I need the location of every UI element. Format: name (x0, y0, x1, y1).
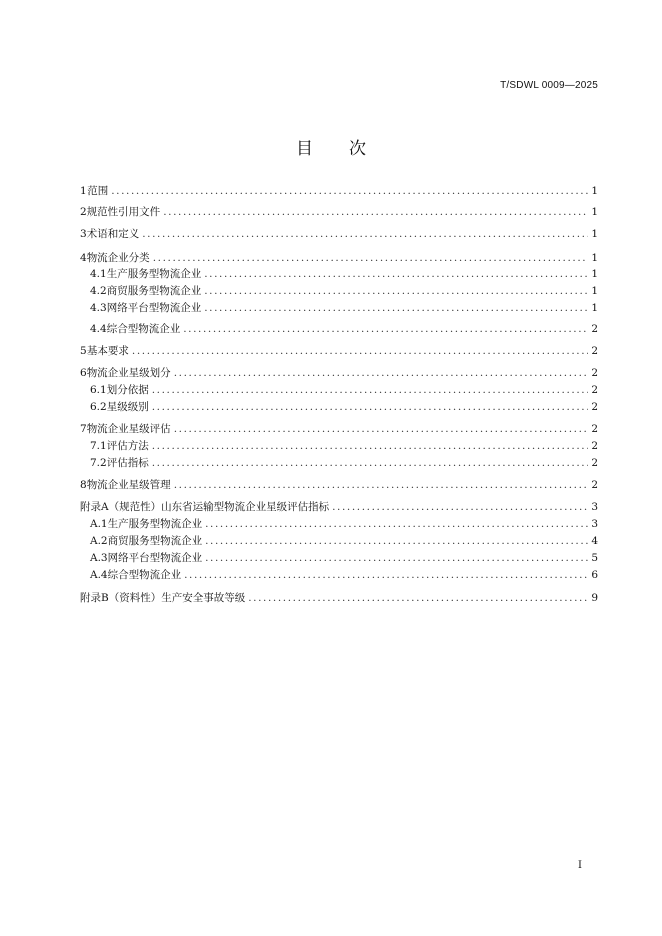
toc-entry-number: A.2 (90, 535, 108, 547)
toc-entry-label: 综合型物流企业 (107, 569, 182, 581)
toc-entry-page: 2 (591, 479, 598, 491)
toc-entry[interactable] (90, 382, 598, 398)
toc-entry-label: 综合型物流企业 (106, 323, 181, 335)
toc-entry-label: 评估方法 (106, 440, 149, 452)
toc-entry-page: 3 (591, 501, 598, 513)
toc-entry-page: 1 (591, 268, 598, 280)
toc-entry-label: 物流企业星级评估 (86, 423, 171, 435)
toc-leader-dots (132, 345, 588, 357)
toc-entry[interactable] (80, 183, 598, 199)
toc-entry-number: 4.1 (90, 268, 107, 280)
toc-leader-dots (183, 323, 588, 335)
toc-entry[interactable] (90, 516, 598, 532)
toc-entry-page: 2 (591, 401, 598, 413)
toc-leader-dots (153, 252, 589, 264)
toc-entry-number: 2 (80, 206, 87, 218)
toc-title: 目次 (296, 139, 402, 159)
footer-page-number: I (578, 860, 582, 871)
toc-entry-page: 2 (591, 457, 598, 469)
toc-entry-label: 基本要求 (86, 345, 129, 357)
toc-entry-page: 1 (591, 206, 598, 218)
toc-leader-dots (205, 518, 588, 530)
toc-entry-page: 2 (591, 440, 598, 452)
toc-leader-dots (205, 552, 588, 564)
toc-leader-dots (332, 501, 588, 513)
toc-entry-label: 规范性引用文件 (86, 206, 161, 218)
toc-entry-number: 6.1 (90, 384, 107, 396)
toc-leader-dots (174, 479, 589, 491)
toc-entry-label: 商贸服务型物流企业 (107, 535, 203, 547)
toc-entry-page: 4 (591, 535, 598, 547)
toc-leader-dots (163, 206, 588, 218)
toc-entry-page: 1 (591, 228, 598, 240)
toc-entry-page: 6 (591, 569, 598, 581)
toc-entry-number: 8 (80, 479, 87, 491)
toc-entry-label: 范围 (87, 185, 109, 197)
toc-entry[interactable] (80, 421, 598, 437)
toc-entry-number: 附录B（资料性） (80, 592, 162, 604)
toc-entry[interactable] (90, 533, 598, 549)
toc-leader-dots (204, 268, 588, 280)
toc-leader-dots (174, 367, 589, 379)
toc-leader-dots (152, 440, 589, 452)
toc-entry-label: 评估指标 (106, 457, 149, 469)
toc-entry-number: A.1 (90, 518, 108, 530)
toc-entry[interactable] (90, 438, 598, 454)
toc-entry[interactable] (80, 204, 598, 220)
toc-entry[interactable] (80, 365, 598, 381)
toc-entry[interactable] (90, 567, 598, 583)
toc-entry[interactable] (90, 283, 598, 299)
toc-entry-number: 1 (80, 185, 87, 197)
toc-leader-dots (142, 228, 588, 240)
toc-entry-number: 7 (80, 423, 87, 435)
toc-leader-dots (152, 401, 589, 413)
toc-leader-dots (174, 423, 589, 435)
toc-entry-page: 1 (591, 252, 598, 264)
toc-entry[interactable] (90, 300, 598, 316)
toc-entry-number: 4.4 (90, 323, 107, 335)
toc-entry-number: 6.2 (90, 401, 107, 413)
toc-entry-label: 划分依据 (106, 384, 149, 396)
toc-entry[interactable] (90, 266, 598, 282)
toc-entry-page: 2 (591, 367, 598, 379)
toc-entry-page: 1 (591, 302, 598, 314)
toc-entry[interactable] (80, 590, 598, 606)
toc-entry-label: 网络平台型物流企业 (106, 302, 202, 314)
toc-leader-dots (204, 285, 588, 297)
toc-entry[interactable] (90, 455, 598, 471)
toc-leader-dots (205, 535, 588, 547)
toc-entry-label: 生产服务型物流企业 (107, 518, 203, 530)
toc-entry-page: 3 (591, 518, 598, 530)
toc-entry-page: 2 (591, 345, 598, 357)
toc-entry-label: 网络平台型物流企业 (107, 552, 203, 564)
toc-entry[interactable] (90, 550, 598, 566)
toc-entry-number: 7.2 (90, 457, 107, 469)
toc-entry-page: 1 (591, 285, 598, 297)
toc-entry-label: 物流企业星级管理 (86, 479, 171, 491)
toc-entry[interactable] (80, 477, 598, 493)
toc-leader-dots (152, 384, 589, 396)
toc-leader-dots (248, 592, 588, 604)
toc-entry[interactable] (80, 250, 598, 266)
toc-entry-page: 5 (591, 552, 598, 564)
toc-entry-number: 5 (80, 345, 87, 357)
toc-entry-number: 附录A（规范性） (80, 501, 162, 513)
toc-entry-number: 3 (80, 228, 87, 240)
document-code: T/SDWL 0009—2025 (500, 80, 598, 91)
toc-entry-number: 6 (80, 367, 87, 379)
toc-entry-page: 2 (591, 423, 598, 435)
toc-entry-label: 商贸服务型物流企业 (106, 285, 202, 297)
toc-entry-number: A.3 (90, 552, 108, 564)
toc-leader-dots (184, 569, 588, 581)
toc-entry-page: 2 (591, 384, 598, 396)
toc-entry-label: 生产服务型物流企业 (106, 268, 202, 280)
toc-entry-number: 4 (80, 252, 87, 264)
toc-leader-dots (111, 185, 588, 197)
toc-entry-page: 2 (591, 323, 598, 335)
toc-leader-dots (204, 302, 588, 314)
toc-entry-label: 山东省运输型物流企业星级评估指标 (161, 501, 330, 513)
toc-entry[interactable] (80, 343, 598, 359)
toc-entry-page: 1 (591, 185, 598, 197)
toc-entry-number: 7.1 (90, 440, 107, 452)
toc-entry-label: 星级级别 (106, 401, 149, 413)
toc-entry[interactable] (90, 321, 598, 337)
toc-entry-number: 4.2 (90, 285, 107, 297)
toc-entry-label: 物流企业星级划分 (86, 367, 171, 379)
toc-entry-number: A.4 (90, 569, 108, 581)
toc-entry[interactable] (80, 226, 598, 242)
toc-entry-label: 生产安全事故等级 (161, 592, 246, 604)
toc-entry[interactable] (80, 499, 598, 515)
toc-entry-label: 术语和定义 (86, 228, 140, 240)
toc-leader-dots (152, 457, 589, 469)
toc-entry-page: 9 (591, 592, 598, 604)
toc-entry-label: 物流企业分类 (86, 252, 150, 264)
toc-entry[interactable] (90, 399, 598, 415)
toc-entry-number: 4.3 (90, 302, 107, 314)
